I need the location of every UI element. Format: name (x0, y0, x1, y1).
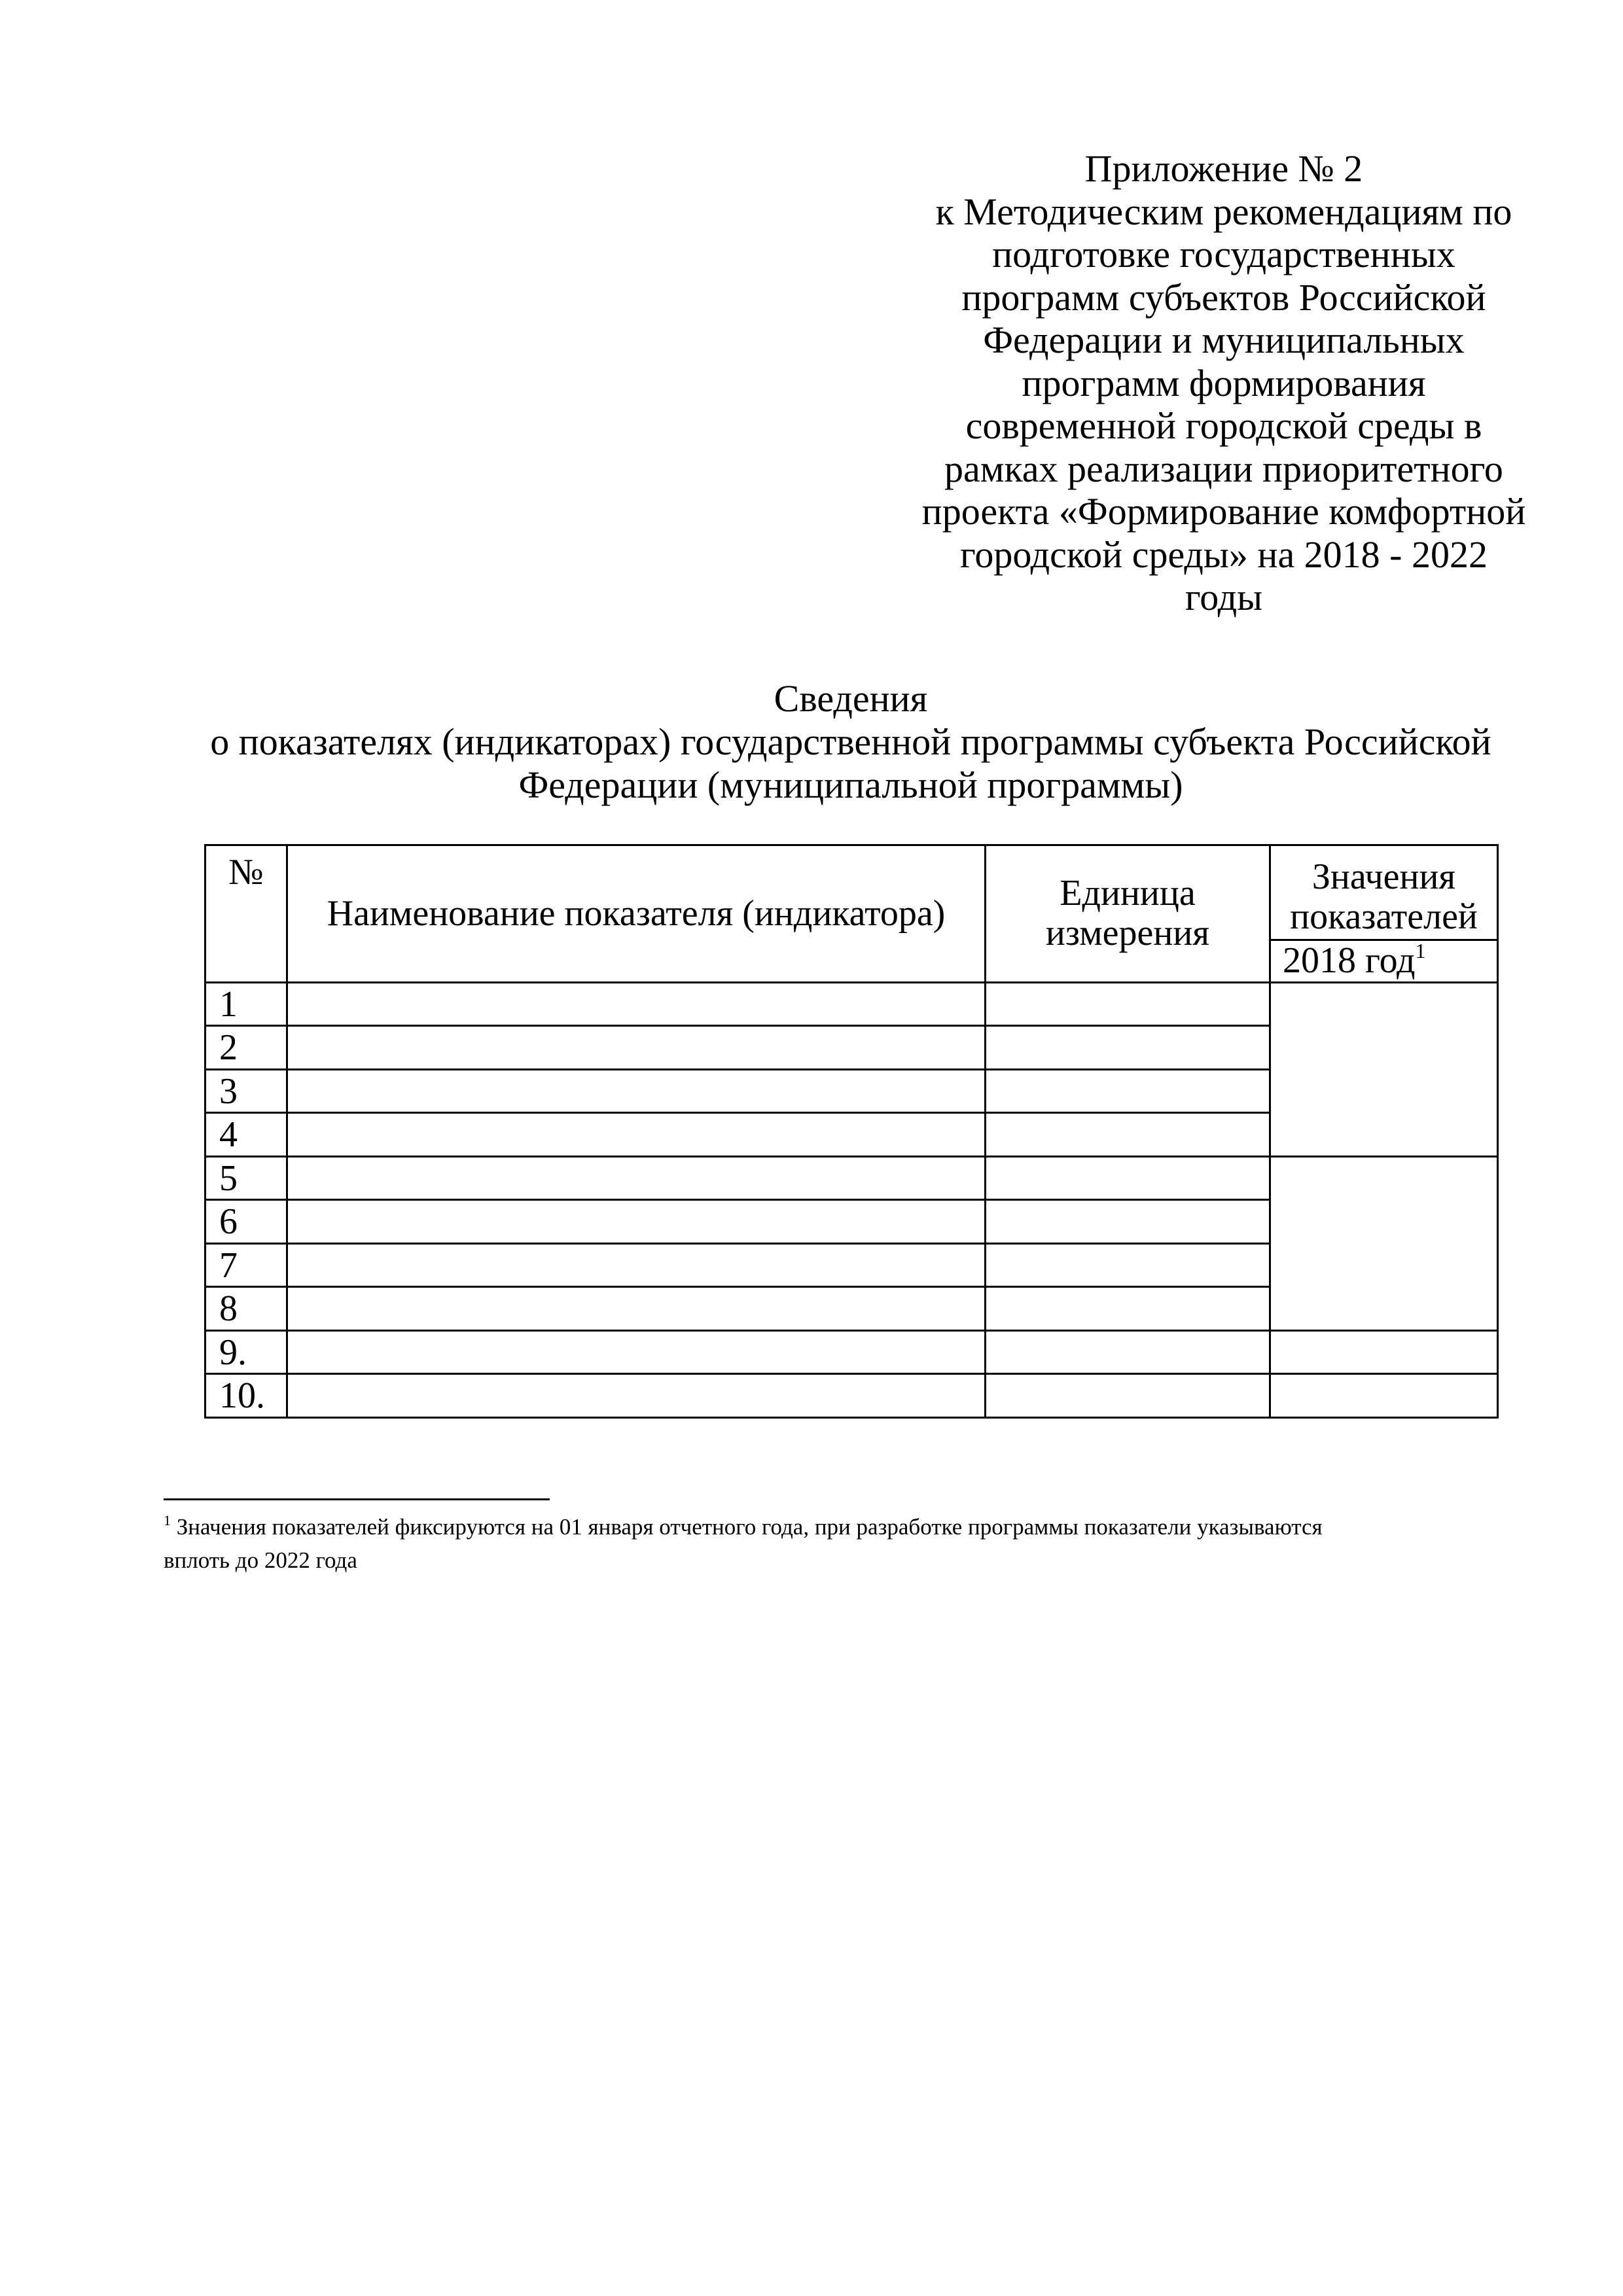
indicator-name-cell (287, 982, 986, 1026)
appendix-line: городской среды» на 2018 - 2022 (960, 533, 1488, 576)
indicator-name-cell (287, 1243, 986, 1287)
indicator-name-cell (287, 1200, 986, 1244)
footnote-number: 1 (164, 1512, 171, 1528)
indicators-table (204, 844, 1499, 1419)
row-number: 10. (205, 1374, 287, 1418)
appendix-line: Федерации и муниципальных (983, 319, 1465, 361)
row-number: 4 (205, 1113, 287, 1157)
row-number: 8 (205, 1287, 287, 1331)
unit-cell (986, 1069, 1270, 1113)
row-number: 6 (205, 1200, 287, 1244)
unit-cell (986, 1026, 1270, 1070)
value-cell-merged (1270, 1156, 1498, 1330)
footnote-divider (164, 1498, 550, 1500)
header-values-line-1: Значения (1311, 856, 1456, 897)
indicator-name-cell (287, 1287, 986, 1331)
unit-cell (986, 1330, 1270, 1374)
table-row (205, 982, 1498, 1026)
indicator-name-cell (287, 1069, 986, 1113)
unit-cell (986, 1200, 1270, 1244)
header-number: № (205, 845, 287, 983)
appendix-line: подготовке государственных (992, 233, 1455, 275)
indicator-name-cell (287, 1113, 986, 1157)
table-row (205, 1156, 1498, 1200)
indicator-name-cell (287, 1330, 986, 1374)
footnote-mark: 1 (1415, 939, 1426, 963)
unit-cell (986, 1113, 1270, 1157)
heading-line-1: о показателях (индикаторах) государственной программы субъекта Российской (210, 720, 1491, 763)
row-number: 9. (205, 1330, 287, 1374)
appendix-line: рамках реализации приоритетного (944, 447, 1503, 490)
unit-cell (986, 1243, 1270, 1287)
heading-title: Сведения (774, 677, 928, 720)
unit-cell (986, 1156, 1270, 1200)
row-number: 1 (205, 982, 287, 1026)
row-number: 7 (205, 1243, 287, 1287)
appendix-line: проекта «Формирование комфортной (921, 490, 1526, 533)
row-number: 3 (205, 1069, 287, 1113)
header-year (1270, 940, 1498, 983)
table-row (205, 1330, 1498, 1374)
row-number: 2 (205, 1026, 287, 1070)
row-number: 5 (205, 1156, 287, 1200)
value-cell (1270, 1374, 1498, 1418)
indicator-name-cell (287, 1026, 986, 1070)
document-heading (131, 677, 1571, 807)
indicator-name-cell (287, 1156, 986, 1200)
header-year-label: 2018 год (1283, 940, 1416, 981)
unit-cell (986, 982, 1270, 1026)
header-unit (986, 845, 1270, 983)
footnote-text-1: Значения показателей фиксируются на 01 января отчетного года, при разработке программы показатели указываются (176, 1514, 1323, 1540)
appendix-line: к Методическим рекомендациям по (935, 190, 1512, 233)
unit-cell (986, 1374, 1270, 1418)
value-cell-merged (1270, 982, 1498, 1156)
footnote-line-1 (164, 1510, 1551, 1544)
header-indicator-name: Наименование показателя (индикатора) (287, 845, 986, 983)
header-unit-line-1: Единица (1060, 872, 1196, 913)
footnote-line-2: вплоть до 2022 года (164, 1547, 357, 1573)
value-cell (1270, 1330, 1498, 1374)
appendix-line: Приложение № 2 (1084, 147, 1363, 190)
appendix-line: годы (1185, 576, 1263, 618)
unit-cell (986, 1287, 1270, 1331)
appendix-header (897, 147, 1551, 619)
header-values (1270, 845, 1498, 940)
indicator-name-cell (287, 1374, 986, 1418)
table-row (205, 1374, 1498, 1418)
footnote (164, 1510, 1551, 1577)
appendix-line: современной городской среды в (965, 404, 1482, 447)
header-unit-line-2: измерения (1045, 913, 1210, 954)
header-values-line-2: показателей (1290, 896, 1478, 938)
appendix-line: программ формирования (1022, 361, 1426, 404)
heading-line-2: Федерации (муниципальной программы) (518, 764, 1183, 806)
appendix-line: программ субъектов Российской (961, 275, 1486, 319)
